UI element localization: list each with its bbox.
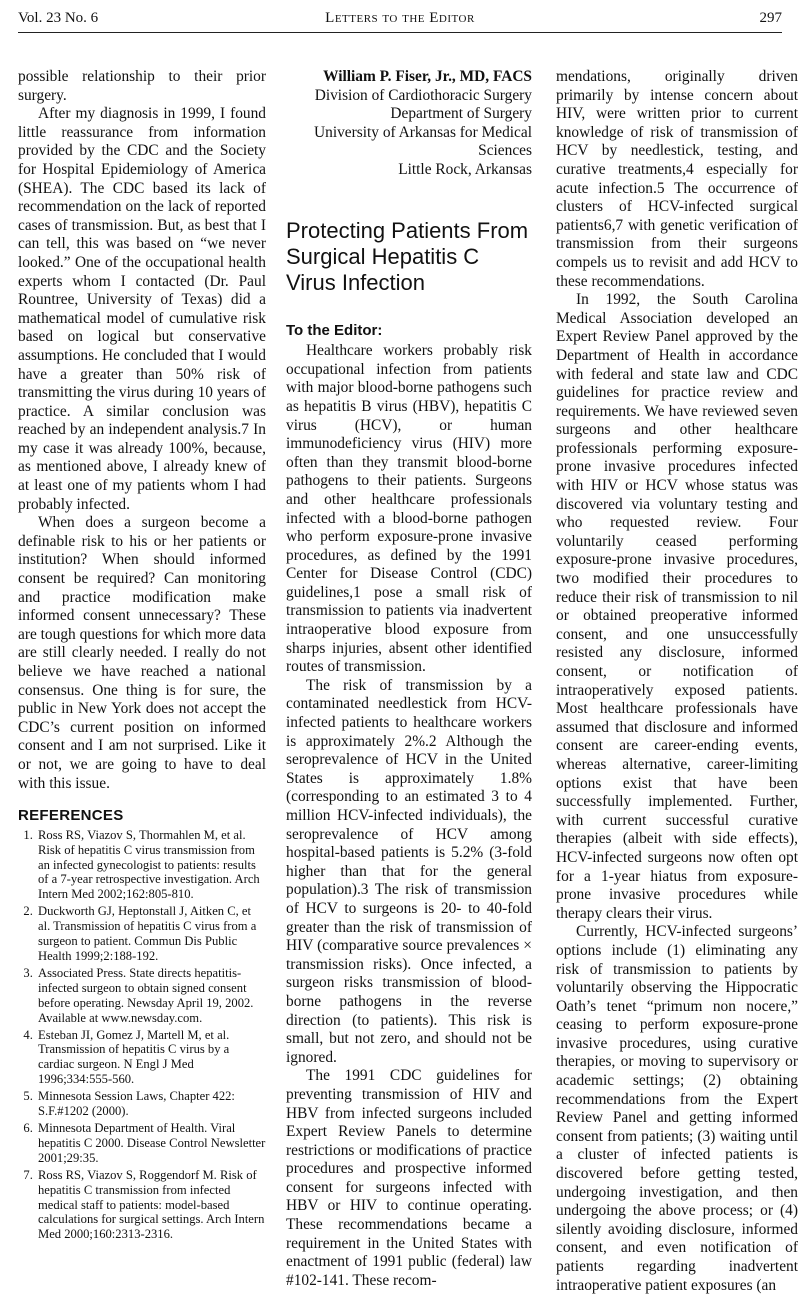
column-2 [286, 68, 532, 1290]
paragraph: The 1991 CDC guidelines for preventing transmission of HIV and HBV from infected surgeons included Expert Review Panels to determine restrictions or modifications of practice procedures and prospective informed consent for surgeons infected with HBV or HIV to continue operating. These recommendations became a requirement in the United States with enactment of 1991 public (federal) law #102-141. These recom- [286, 1067, 532, 1289]
author-affiliation [286, 68, 532, 180]
paragraph: In 1992, the South Carolina Medical Association developed an Expert Review Panel approved by the Department of Health in accordance with federal and state law and CDC guidelines for practice review and requirements. We have reviewed seven surgeons and other healthcare professionals performing exposure-prone invasive procedures infected with HIV or HCV whose status was discovered via voluntary testing and who requested review. Four voluntarily ceased performing exposure-prone invasive procedures, two modified their procedures to reduce their risk of transmission to nil or obtained preoperative informed consent, and one unsuccessfully resisted any disclosure, informed consent, or notification of intraoperatively exposed patients. Most healthcare professionals have assumed that disclosure and informed consent are career-ending events, whereas alternative, career-limiting options exist that have been successfully implemented. Further, with current successful curative therapies (albeit with side effects), HCV-infected surgeons now often opt for a 1-year hiatus from exposure-prone invasive procedures while therapy clears their virus. [556, 291, 798, 922]
reference-item: 3. Associated Press. State directs hepatitis-infected surgeon to obtain signed consent before operating. Newsday April 19, 2002. Available at www.newsday.com. [36, 966, 266, 1026]
affiliation-line: Little Rock, Arkansas [398, 160, 532, 178]
salutation: To the Editor: [286, 321, 383, 339]
reference-item: 5. Minnesota Session Laws, Chapter 422: S.F.#1202 (2000). [36, 1089, 266, 1119]
section-title: Letters to the Editor [325, 10, 475, 26]
paragraph: The risk of transmission by a contaminated needlestick from HCV-infected patients to healthcare workers is approximately 2%.2 Although the seroprevalence of HCV in the United States is approximately 1.8% (corresponding to an estimated 3 to 4 million HCV-infected individuals), the seroprevalence of HCV among hospital-based patients is 5.2% (3-fold higher than that for the general population).3 The risk of transmission of HCV to surgeons is 20- to 40-fold greater than the risk of transmission of HIV (comparative source prevalences × transmission risks). Once infected, a surgeon risks transmission of blood-borne pathogens in the reverse direction (to patients). This risk is small, but not zero, and should not be ignored. [286, 676, 532, 1066]
references-list [18, 828, 266, 1242]
column-1 [18, 68, 266, 1244]
column-3 [556, 68, 798, 1295]
reference-item: 1. Ross RS, Viazov S, Thormahlen M, et al. Risk of hepatitis C virus transmission from an infected gynecologist to patients: results of a 7-year retrospective investigation. Arch Intern Med 2002;162:805-810. [36, 828, 266, 903]
paragraph: When does a surgeon become a definable risk to his or her patients or institution? When should informed consent be required? Can monitoring and practice modification make informed consent unnecessary? These are tough questions for which more data are still clearly needed. I really do not believe we have reached a national consensus. One thing is for sure, the public in New York does not accept the CDC’s current position on informed consent and I am not surprised. Like it or not, we are going to have to deal with this issue. [18, 514, 266, 792]
reference-item: 6. Minnesota Department of Health. Viral hepatitis C 2000. Disease Control Newsletter 2001;29:35. [36, 1121, 266, 1166]
author-name: William P. Fiser, Jr., MD, FACS [323, 68, 532, 85]
article-title: Protecting Patients From Surgical Hepatitis C Virus Infection [286, 217, 529, 295]
running-head [18, 6, 782, 33]
paragraph: After my diagnosis in 1999, I found little reassurance from information provided by the CDC and the Society for Hospital Epidemiology of America (SHEA). The CDC based its lack of recommendation on the lack of reported cases of transmission. But, as best that I can tell, this was based on “we never looked.” One of the occupational health experts whom I contacted (Dr. Paul Rountree, University of Texas) did a mathematical model of cumulative risk based on logical but conservative assumptions. He concluded that I would have a greater than 50% risk of transmitting the virus during 10 years of practice. A similar conclusion was reached by an independent analysis.7 In my case it was already 100%, because, as mentioned above, I already knew of at least one of my patients whom I had probably infected. [18, 105, 266, 513]
paragraph: mendations, originally driven primarily by intense concern about HIV, were written prior to current knowledge of risk of transmission of HCV by needlestick, testing, and curative treatments,4 especially for acute infection.5 The occurrence of clusters of HCV-infected surgical patients6,7 with genetic verification of transmission from their surgeons compels us to revisit and add HCV to these recommendations. [556, 68, 798, 290]
references-heading: REFERENCES [18, 807, 124, 825]
affiliation-line: Division of Cardiothoracic Surgery [314, 86, 532, 104]
volume-issue: Vol. 23 No. 6 [18, 10, 99, 26]
reference-item: 4. Esteban JI, Gomez J, Martell M, et al. Transmission of hepatitis C virus by a cardiac surgeon. N Engl J Med 1996;334:555-560. [36, 1028, 266, 1088]
page-number: 297 [759, 10, 782, 26]
paragraph: possible relationship to their prior surgery. [18, 68, 266, 104]
affiliation-line: University of Arkansas for Medical Sciences [314, 123, 532, 160]
paragraph: Healthcare workers probably risk occupational infection from patients with major blood-borne pathogens such as hepatitis B virus (HBV), hepatitis C virus (HCV), or human immunodeficiency virus (HIV) more often than they transmit blood-borne pathogens to their patients. Surgeons and other healthcare professionals infected with a blood-borne pathogen who perform exposure-prone invasive procedures, as defined by the 1991 Center for Disease Control (CDC) guidelines,1 pose a small risk of transmission to patients via inadvertent intraoperative blood exposure from sharps injuries, absent other identified routes of transmission. [286, 342, 532, 676]
affiliation-line: Department of Surgery [390, 105, 532, 123]
reference-item: 7. Ross RS, Viazov S, Roggendorf M. Risk of hepatitis C transmission from infected medical staff to patients: model-based calculations for surgical settings. Arch Intern Med 2000;160:2313-2316. [36, 1168, 266, 1243]
reference-item: 2. Duckworth GJ, Heptonstall J, Aitken C, et al. Transmission of hepatitis C virus from a surgeon to patient. Commun Dis Public Health 1999;2:188-192. [36, 904, 266, 964]
paragraph: Currently, HCV-infected surgeons’ options include (1) eliminating any risk of transmission to patients by voluntarily observing the Hippocratic Oath’s tenet “primum non nocere,” ceasing to perform exposure-prone invasive procedures, using curative therapies, or moving to supervisory or academic settings; (2) obtaining recommendations from the Expert Review Panel and getting informed consent from patients; (3) waiting until a cluster of infected patients is discovered before getting tested, undergoing investigation, and then undergoing the above process; or (4) silently avoiding disclosure, informed consent, and even notification of patients regarding inadvertent intraoperative patient exposures (an [556, 923, 798, 1294]
